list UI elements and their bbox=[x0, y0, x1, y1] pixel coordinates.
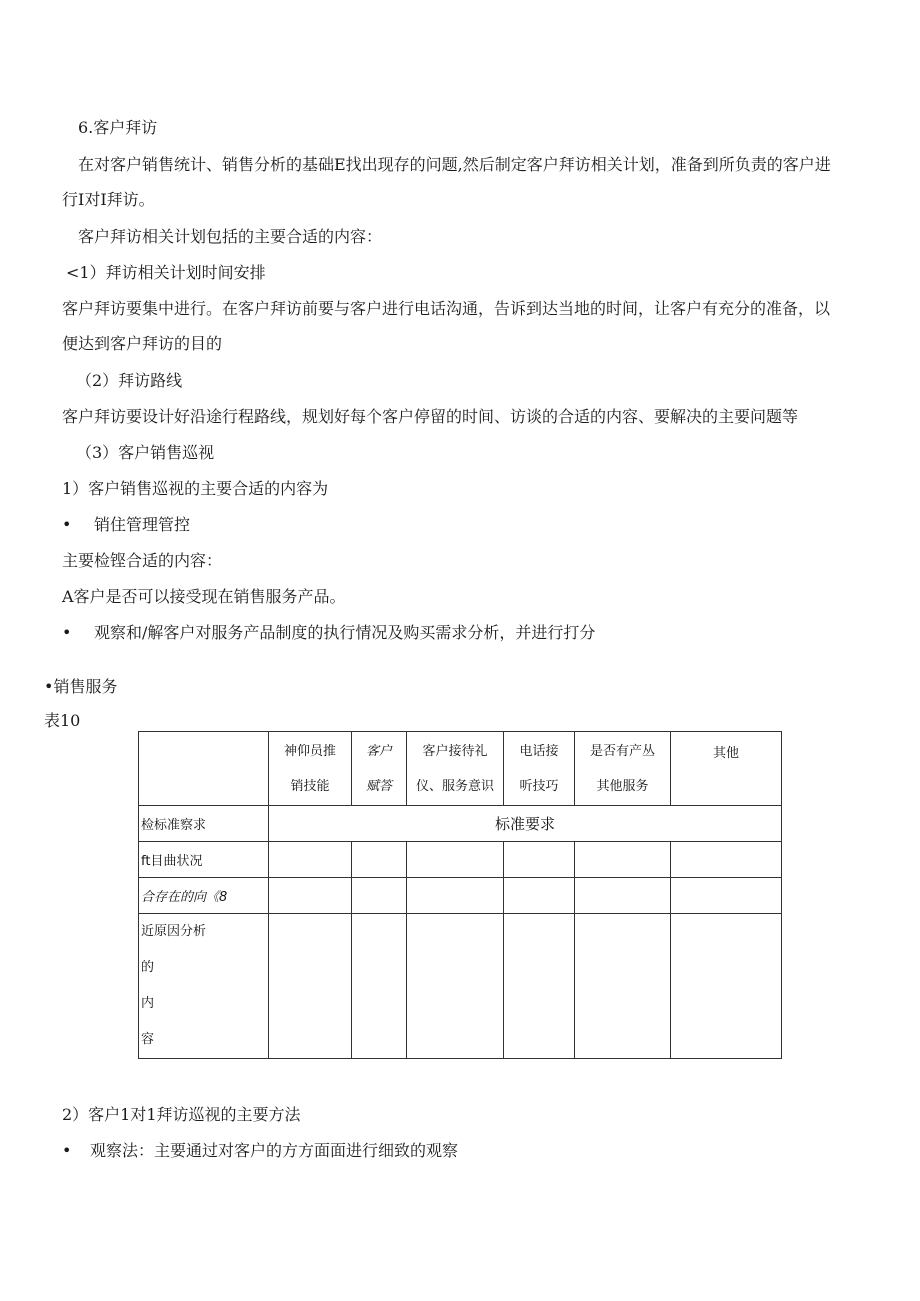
table-cell bbox=[269, 914, 352, 1059]
sub1-title: 1）客户销售巡视的主要合适的内容为 bbox=[62, 479, 329, 498]
table-cell bbox=[352, 914, 407, 1059]
table-cell bbox=[575, 878, 671, 914]
table-cell bbox=[671, 914, 782, 1059]
table-header-row bbox=[139, 732, 782, 806]
table-cell bbox=[407, 842, 504, 878]
table-cell bbox=[269, 842, 352, 878]
standard-label: 检标准察求 bbox=[139, 806, 269, 842]
bullet-mark: • bbox=[62, 515, 72, 534]
bullet2-text: 观察和/解客户对服务产品制度的执行情况及购买需求分析，并进行打分 bbox=[94, 623, 596, 642]
bullet1-text: 销住管理管控 bbox=[94, 515, 191, 534]
table-row-reason bbox=[139, 914, 782, 1059]
row-status-label: ft目曲状况 bbox=[139, 842, 269, 878]
bullet-sales-service: •销售服务 bbox=[44, 677, 118, 696]
table-10 bbox=[138, 731, 782, 1059]
paragraph-intro-continued: 行I对I拜访。 bbox=[62, 190, 155, 209]
standard-value: 标准要求 bbox=[269, 806, 782, 842]
check-intro: 主要检铿合适的内容： bbox=[62, 551, 223, 570]
item1-title: <1）拜访相关计划时间安排 bbox=[66, 263, 266, 282]
header-customer-answer bbox=[352, 732, 407, 806]
row-problem-label: 合存在的向《8 bbox=[139, 878, 269, 914]
bullet-mark: • bbox=[62, 1141, 72, 1160]
header-phone-skill bbox=[504, 732, 575, 806]
header-other bbox=[671, 732, 782, 806]
header-other-services bbox=[575, 732, 671, 806]
item3-title: （3）客户销售巡视 bbox=[76, 443, 215, 462]
table-cell bbox=[352, 878, 407, 914]
table-cell bbox=[352, 842, 407, 878]
header-phone-skill-text: 电话接 听技巧 bbox=[519, 743, 559, 794]
table-cell bbox=[671, 842, 782, 878]
table-cell bbox=[575, 914, 671, 1059]
table-row-standard bbox=[139, 806, 782, 842]
item2-body: 客户拜访要设计好沿途行程路线，规划好每个客户停留的时间、访谈的合适的内容、要解决的主要问题等 bbox=[62, 407, 799, 426]
table-row-problem bbox=[139, 878, 782, 914]
table-row-status bbox=[139, 842, 782, 878]
bullet3-text: 观察法：主要通过对客户的方方面面进行细致的观察 bbox=[90, 1141, 459, 1160]
table-cell bbox=[671, 878, 782, 914]
table-cell bbox=[504, 842, 575, 878]
sub2-title: 2）客户1对1拜访巡视的主要方法 bbox=[62, 1105, 301, 1124]
table-cell bbox=[269, 878, 352, 914]
header-customer-answer-text: 客户 赋答 bbox=[365, 743, 392, 794]
header-other-text: 其他 bbox=[712, 746, 739, 761]
table-cell bbox=[407, 878, 504, 914]
header-other-services-text: 是否有产丛 其他服务 bbox=[589, 743, 655, 794]
table-header-empty bbox=[139, 732, 269, 806]
table-cell bbox=[504, 914, 575, 1059]
plan-intro: 客户拜访相关计划包括的主要合适的内容： bbox=[78, 227, 383, 246]
table-cell bbox=[504, 878, 575, 914]
header-sales-skill bbox=[269, 732, 352, 806]
paragraph-intro: 在对客户销售统计、销售分析的基础E找出现存的问题,然后制定客户拜访相关计划，准备到所负责的客户进 bbox=[78, 155, 831, 174]
row-reason-label-text: 近原因分析 的 内 容 bbox=[141, 924, 207, 1047]
section-heading: 6.客户拜访 bbox=[78, 118, 158, 137]
bullet-mark: • bbox=[62, 623, 72, 642]
table-cell bbox=[575, 842, 671, 878]
header-sales-skill-text: 神仰员推 销技能 bbox=[283, 743, 336, 794]
row-reason-label bbox=[139, 914, 269, 1059]
header-reception-etiquette-text: 客户接待礼 仪、服务意识 bbox=[415, 743, 494, 794]
table-caption: 表10 bbox=[44, 711, 81, 730]
table-cell bbox=[407, 914, 504, 1059]
item1-body-continued: 便达到客户拜访的目的 bbox=[62, 334, 223, 353]
header-reception-etiquette bbox=[407, 732, 504, 806]
check-a: A客户是否可以接受现在销售服务产品。 bbox=[62, 587, 346, 606]
item2-title: （2）拜访路线 bbox=[76, 371, 183, 390]
item1-body: 客户拜访要集中进行。在客户拜访前要与客户进行电话沟通，告诉到达当地的时间，让客户有充分的准备，以 bbox=[62, 299, 831, 318]
